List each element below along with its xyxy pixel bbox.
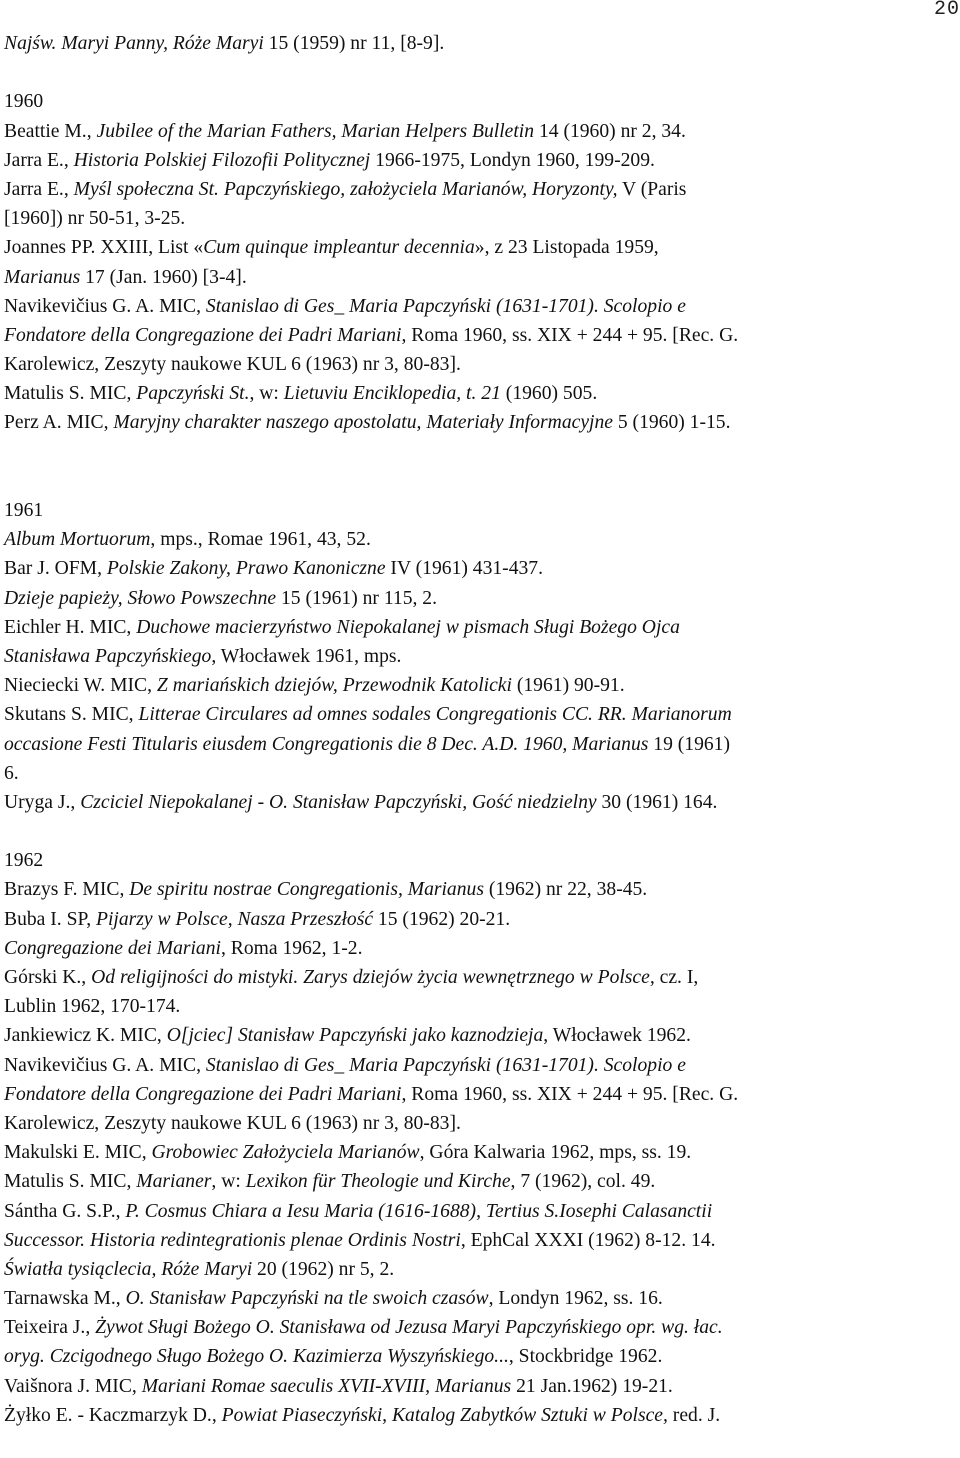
blank-line [4,817,956,846]
italic-title: Fondatore della Congregazione dei Padri Mariani [4,324,402,346]
text-segment: , EphCal XXXI (1962) 8-12. 14. [460,1229,716,1251]
italic-title: occasione Festi Titularis eiusdem Congregationis die 8 Dec. A.D. 1960, Marianus [4,733,649,755]
text-segment: red. J. [667,1404,721,1426]
bibliography-line [4,1138,956,1167]
bibliography-line [4,1080,956,1109]
italic-title: Czciciel Niepokalanej - O. Stanisław Papczyński, Gość niedzielny [80,791,597,813]
text-segment: 30 (1961) 164. [596,791,718,813]
bibliography-line [4,1372,956,1401]
italic-title: Congregazione dei Mariani [4,937,221,959]
text-segment: Jankiewicz K. MIC, [4,1025,167,1047]
bibliography-line [4,233,956,262]
bibliography-line [4,175,956,204]
text-segment: Nieciecki W. MIC, [4,675,157,697]
text-segment: », z 23 Listopada 1959, [474,237,659,259]
bibliography-line [4,642,956,671]
italic-title: Lexikon für Theologie und Kirche [245,1171,511,1193]
bibliography-line [4,700,956,729]
italic-title: Grobowiec Założyciela Marianów [151,1142,420,1164]
bibliography-line [4,788,956,817]
bibliography-line [4,204,956,233]
text-segment: (1962) nr 22, 38-45. [483,879,648,901]
bibliography-line [4,875,956,904]
text-segment: (1960) 505. [500,383,598,405]
text-segment: (1961) 90-91. [511,675,625,697]
bibliography-line [4,1401,956,1430]
italic-title: Najśw. Maryi Panny, Róże Maryi [4,33,264,54]
text-segment: , Roma 1962, 1-2. [220,937,363,959]
bibliography-line [4,1342,956,1371]
italic-title: Successor. Historia redintegrationis plenae Ordinis Nostri [4,1229,461,1251]
text-segment: Vaišnora J. MIC, [4,1375,142,1397]
bibliography-line [4,1051,956,1080]
italic-title: Dzieje papieży, Słowo Powszechne [4,587,277,609]
text-segment: 15 (1962) 20-21. [373,908,511,930]
bibliography-line [4,1021,956,1050]
text-segment: Lublin 1962, 170-174. [4,996,181,1018]
bibliography-line [4,963,956,992]
bibliography-line [4,117,956,146]
italic-title: Marianer [136,1171,212,1193]
bibliography-line [4,1197,956,1226]
text-segment: Żyłko E. - Kaczmarzyk D., [4,1404,222,1426]
blank-line [4,438,956,467]
text-segment: Makulski E. MIC, [4,1142,152,1164]
bibliography-line [4,146,956,175]
italic-title: Od religijności do mistyki. Zarys dziejów życia wewnętrznego w Polsce, [91,967,655,988]
text-segment: Eichler H. MIC, [4,616,137,638]
year-heading [4,87,956,116]
text-segment: Teixeira J., [4,1317,96,1339]
bibliography-line [4,263,956,292]
text-segment: Bar J. OFM, [4,558,107,580]
text-segment: , mps., Romae 1961, 43, 52. [150,529,371,551]
blank-line [4,467,956,496]
italic-title: Duchowe macierzyństwo Niepokalanej w pismach Sługi Bożego Ojca [136,616,680,638]
italic-title: Stanisława Papczyńskiego [4,645,212,667]
text-segment: Brazys F. MIC, [4,879,130,901]
text-segment: Perz A. MIC, [4,412,114,434]
text-segment: , Roma 1960, ss. XIX + 244 + 95. [Rec. G. [401,1083,739,1105]
bibliography-line [4,408,956,437]
italic-title: Marianus [4,266,81,288]
bibliography-line [4,321,956,350]
text-segment: , Londyn 1962, ss. 16. [488,1288,663,1310]
bibliography-line [4,1255,956,1284]
bibliography-line [4,379,956,408]
text-segment: 1960 [4,91,44,113]
text-segment: [1960]) nr 50-51, 3-25. [4,208,186,230]
text-segment: 1962 [4,850,44,872]
text-segment: 15 (1961) nr 115, 2. [276,587,437,609]
bibliography-line [4,1109,956,1138]
text-segment: Matulis S. MIC, [4,383,137,405]
italic-title: Z mariańskich dziejów, Przewodnik Katolicki [156,675,512,697]
italic-title: Powiat Piaseczyński, Katalog Zabytków Sztuki w Polsce, [221,1404,668,1426]
bibliography-line [4,584,956,613]
italic-title: Jubilee of the Marian Fathers, Marian Helpers Bulletin [96,120,535,142]
text-segment: 21 Jan.1962) 19-21. [511,1375,673,1397]
bibliography-line [4,350,956,379]
italic-title: Fondatore della Congregazione dei Padri Mariani [4,1083,402,1105]
text-segment: Karolewicz, Zeszyty naukowe KUL 6 (1963) nr 3, 80-83]. [4,1112,461,1134]
year-heading [4,496,956,525]
year-heading [4,846,956,875]
bibliography-list [4,29,956,1430]
text-segment: Karolewicz, Zeszyty naukowe KUL 6 (1963) nr 3, 80-83]. [4,354,461,376]
text-segment: , w: [249,383,284,405]
bibliography-line [4,1167,956,1196]
text-segment: Górski K., [4,967,92,988]
bibliography-line [4,1284,956,1313]
text-segment: Jarra E., [4,149,74,171]
text-segment: 6. [4,762,19,784]
italic-title: Polskie Zakony, Prawo Kanoniczne [106,558,386,580]
text-segment: Jarra E., [4,178,74,200]
bibliography-line [4,671,956,700]
italic-title: Mariani Romae saeculis XVII-XVIII, Marianus [141,1375,512,1397]
bibliography-line [4,992,956,1021]
text-segment: 19 (1961) [648,733,731,755]
bibliography-line [4,613,956,642]
blank-line [4,58,956,87]
italic-title: Historia Polskiej Filozofii Politycznej [73,149,371,171]
italic-title: Żywot Sługi Bożego O. Stanisława od Jezusa Maryi Papczyńskiego opr. wg. łac. [95,1317,723,1339]
text-segment: Skutans S. MIC, [4,704,139,726]
italic-title: O[jciec] Stanisław Papczyński jako kaznodzieja [166,1025,544,1047]
page-number: 20 [933,0,960,21]
italic-title: P. Cosmus Chiara a Iesu Maria (1616-1688), Tertius S.Iosephi Calasanctii [125,1200,713,1222]
text-segment: , Roma 1960, ss. XIX + 244 + 95. [Rec. G. [401,324,739,346]
text-segment: , Włocławek 1962. [543,1025,691,1047]
text-segment: , Góra Kalwaria 1962, mps, ss. 19. [419,1142,692,1164]
text-segment: cz. I, [654,967,699,988]
italic-title: Cum quinque impleantur decennia [203,237,475,259]
text-segment: Uryga J., [4,791,81,813]
text-segment: 1966-1975, Londyn 1960, 199-209. [370,149,655,171]
italic-title: O. Stanisław Papczyński na tle swoich czasów [125,1288,489,1310]
text-segment: Navikevičius G. A. MIC, [4,295,206,317]
bibliography-line [4,759,956,788]
text-segment: 1961 [4,500,44,521]
text-segment: Navikevičius G. A. MIC, [4,1054,206,1076]
text-segment: 5 (1960) 1-15. [612,412,731,434]
text-segment: IV (1961) 431-437. [385,558,543,580]
bibliography-line [4,934,956,963]
bibliography-line [4,292,956,321]
text-segment: , Włocławek 1961, mps. [211,645,402,667]
bibliography-line [4,1313,956,1342]
bibliography-line [4,29,956,58]
italic-title: De spiritu nostrae Congregationis, Marianus [129,879,484,901]
bibliography-line [4,525,956,554]
bibliography-line [4,730,956,759]
italic-title: oryg. Czcigodnego Sługo Bożego O. Kazimierza Wyszyńskiego... [4,1346,509,1368]
bibliography-line [4,1226,956,1255]
text-segment: 20 (1962) nr 5, 2. [252,1258,395,1280]
text-segment: Tarnawska M., [4,1288,126,1310]
italic-title: Lietuviu Enciklopedia, t. 21 [283,383,501,405]
italic-title: Stanislao di Ges_ Maria Papczyński (1631-1701). Scolopio e [205,1054,686,1076]
text-segment: Buba I. SP, [4,908,96,930]
text-segment: 14 (1960) nr 2, 34. [534,120,686,142]
text-segment: 15 (1959) nr 11, [8-9]. [263,33,445,54]
bibliography-line [4,905,956,934]
text-segment: V (Paris [617,178,687,200]
italic-title: Stanislao di Ges_ Maria Papczyński (1631-1701). Scolopio e [205,295,686,317]
text-segment: , Stockbridge 1962. [508,1346,663,1368]
text-segment: , w: [211,1171,246,1193]
italic-title: Maryjny charakter naszego apostolatu, Materiały Informacyjne [113,412,613,434]
italic-title: Pijarzy w Polsce, Nasza Przeszłość [96,908,374,930]
text-segment: , 7 (1962), col. 49. [510,1171,656,1193]
text-segment: Sántha G. S.P., [4,1200,126,1222]
text-segment: Beattie M., [4,120,97,142]
text-segment: Joannes PP. XXIII, List « [4,237,204,259]
bibliography-line [4,554,956,583]
italic-title: Myśl społeczna St. Papczyńskiego, założyciela Marianów, Horyzonty, [73,178,618,200]
italic-title: Litterae Circulares ad omnes sodales Congregationis CC. RR. Marianorum [138,704,732,726]
italic-title: Papczyński St. [136,383,250,405]
text-segment: Matulis S. MIC, [4,1171,137,1193]
italic-title: Album Mortuorum [4,529,151,551]
italic-title: Światła tysiąclecia, Róże Maryi [4,1258,253,1280]
text-segment: 17 (Jan. 1960) [3-4]. [80,266,247,288]
